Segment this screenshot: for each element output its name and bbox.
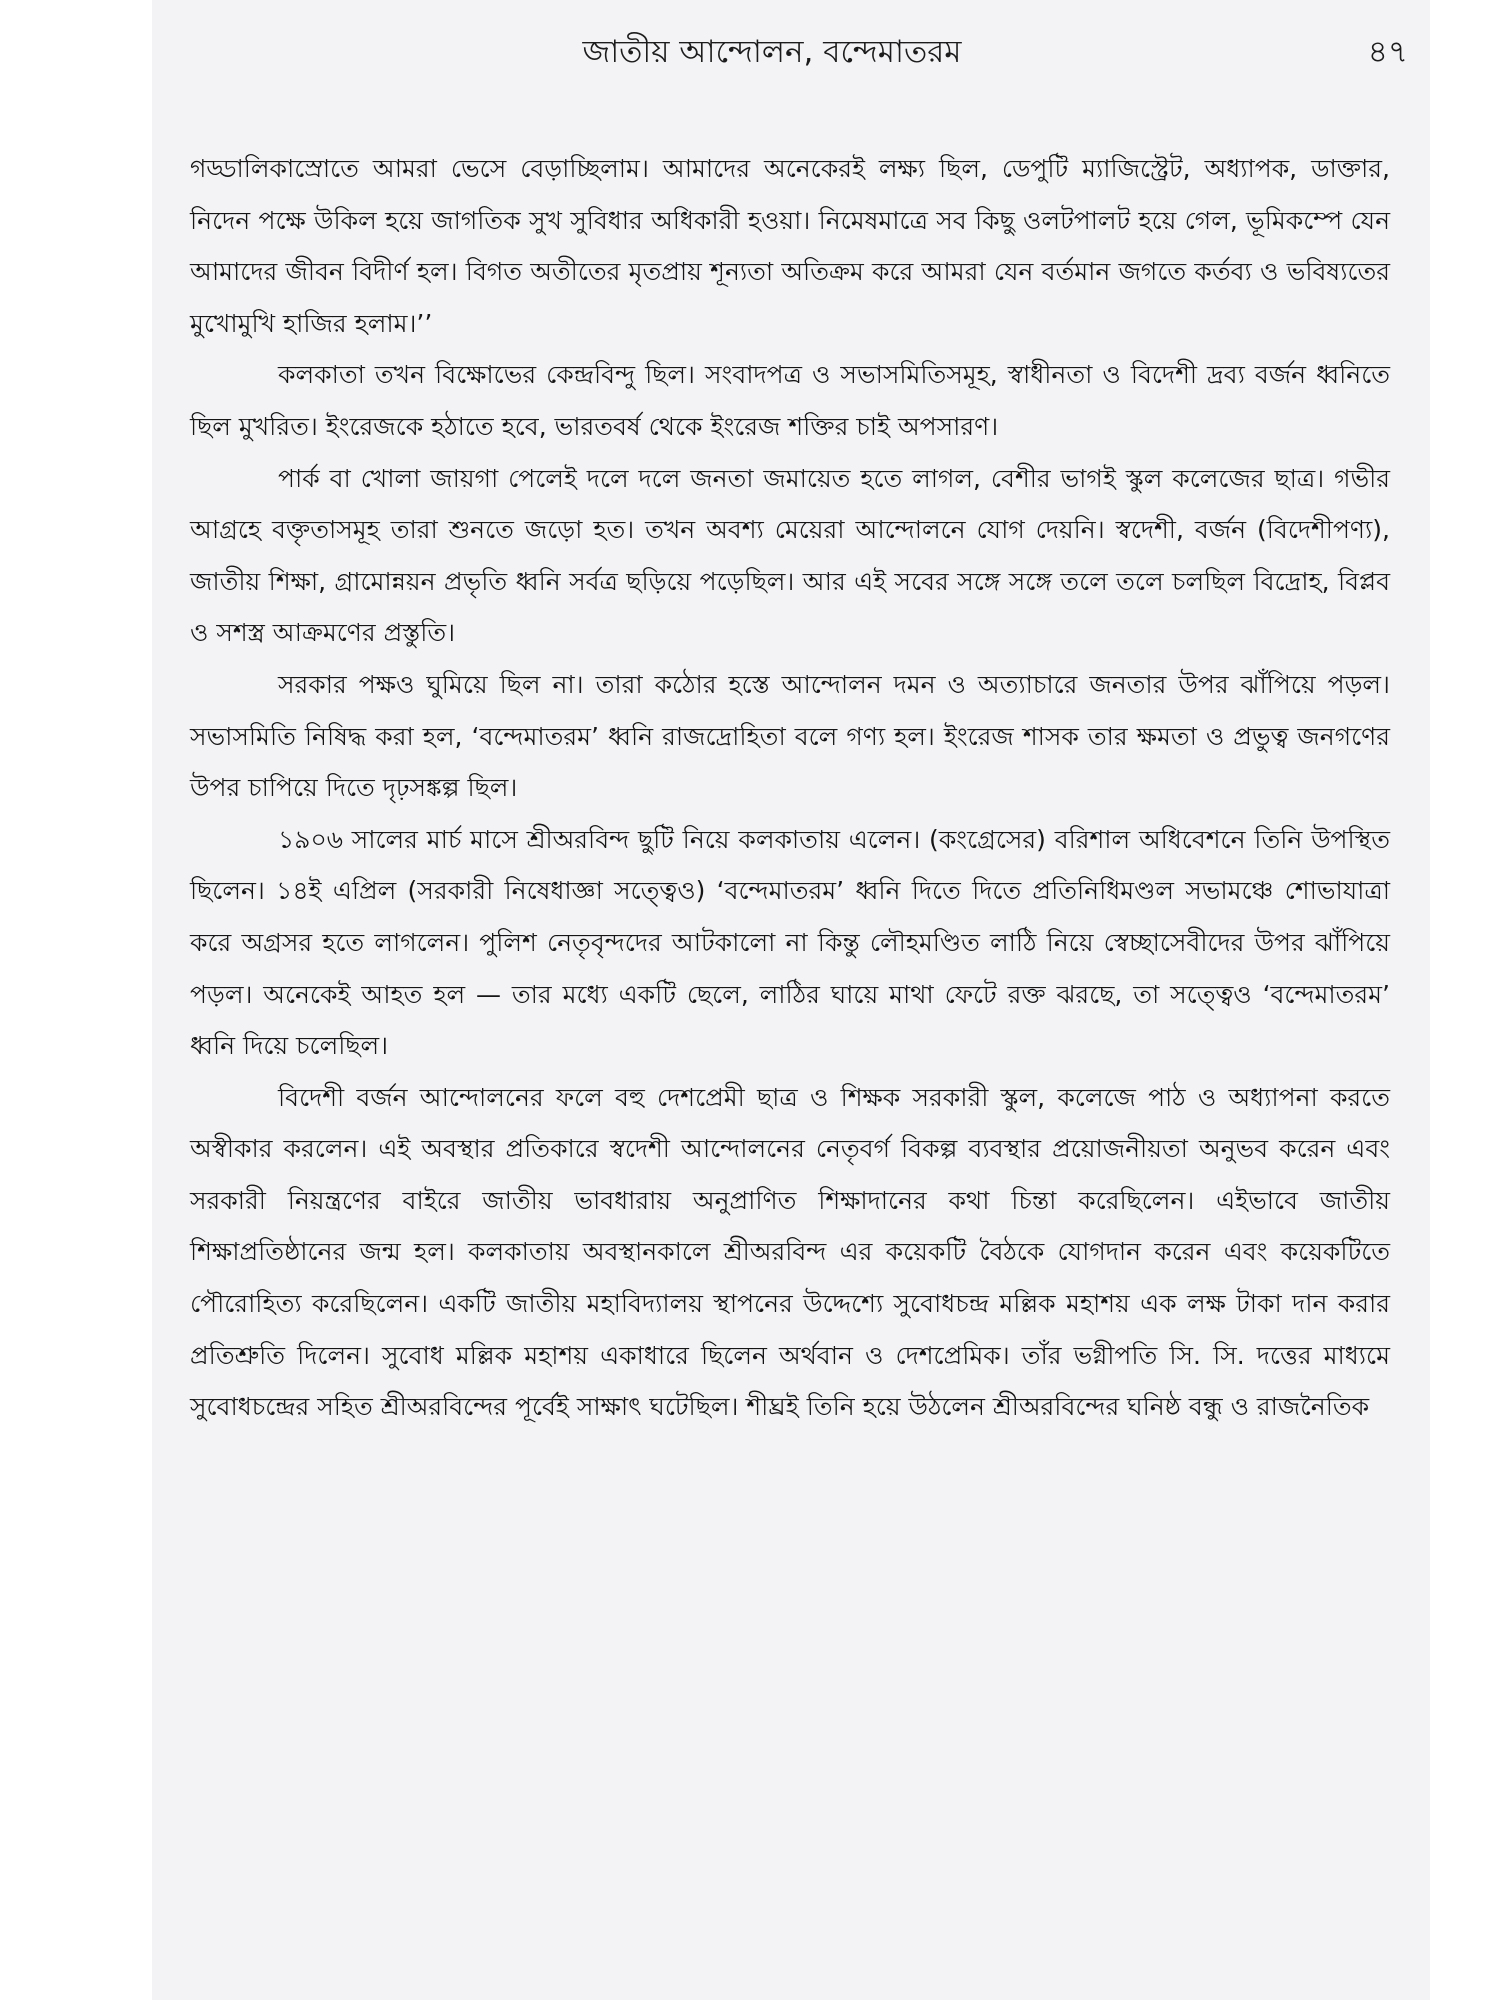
body-text (190, 143, 1390, 1433)
paragraph-4: সরকার পক্ষও ঘুমিয়ে ছিল না। তারা কঠোর হস্তে আন্দোলন দমন ও অত্যাচারে জনতার উপর ঝাঁপিয়ে পড়ল। সভাসমিতি নিষিদ্ধ করা হল, ‘বন্দেমাতরম’ ধ্বনি রাজদ্রোহিতা বলে গণ্য হল। ইংরেজ শাসক তার ক্ষমতা ও প্রভুত্ব জনগণের উপর চাপিয়ে দিতে দৃঢ়সঙ্কল্প ছিল। (190, 669, 1390, 803)
running-title: জাতীয় আন্দোলন, বন্দেমাতরম (582, 34, 962, 70)
book-page (152, 0, 1430, 2000)
paragraph-1: গড্ডালিকাস্রোতে আমরা ভেসে বেড়াচ্ছিলাম। আমাদের অনেকেরই লক্ষ্য ছিল, ডেপুটি ম্যাজিস্ট্রেট, অধ্যাপক, ডাক্তার, নিদেন পক্ষে উকিল হয়ে জাগতিক সুখ সুবিধার অধিকারী হওয়া। নিমেষমাত্রে সব কিছু ওলটপালট হয়ে গেল, ভূমিকম্পে যেন আমাদের জীবন বিদীর্ণ হল। বিগত অতীতের মৃতপ্রায় শূন্যতা অতিক্রম করে আমরা যেন বর্তমান জগতে কর্তব্য ও ভবিষ্যতের মুখোমুখি হাজির হলাম।’’ (190, 154, 1390, 338)
paragraph-2: কলকাতা তখন বিক্ষোভের কেন্দ্রবিন্দু ছিল। সংবাদপত্র ও সভাসমিতিসমূহ, স্বাধীনতা ও বিদেশী দ্রব্য বর্জন ধ্বনিতে ছিল মুখরিত। ইংরেজকে হঠাতে হবে, ভারতবর্ষ থেকে ইংরেজ শক্তির চাই অপসারণ। (190, 360, 1390, 441)
paragraph-6: বিদেশী বর্জন আন্দোলনের ফলে বহু দেশপ্রেমী ছাত্র ও শিক্ষক সরকারী স্কুল, কলেজে পাঠ ও অধ্যাপনা করতে অস্বীকার করলেন। এই অবস্থার প্রতিকারে স্বদেশী আন্দোলনের নেতৃবর্গ বিকল্প ব্যবস্থার প্রয়োজনীয়তা অনুভব করেন এবং সরকারী নিয়ন্ত্রণের বাইরে জাতীয় ভাবধারায় অনুপ্রাণিত শিক্ষাদানের কথা চিন্তা করেছিলেন। এইভাবে জাতীয় শিক্ষাপ্রতিষ্ঠানের জন্ম হল। কলকাতায় অবস্থানকালে শ্রীঅরবিন্দ এর কয়েকটি বৈঠকে যোগদান করেন এবং কয়েকটিতে পৌরোহিত্য করেছিলেন। একটি জাতীয় মহাবিদ্যালয় স্থাপনের উদ্দেশ্যে সুবোধচন্দ্র মল্লিক মহাশয় এক লক্ষ টাকা দান করার প্রতিশ্রুতি দিলেন। সুবোধ মল্লিক মহাশয় একাধারে ছিলেন অর্থবান ও দেশপ্রেমিক। তাঁর ভগ্নীপতি সি. সি. দত্তের মাধ্যমে সুবোধচন্দ্রের সহিত শ্রীঅরবিন্দের পূর্বেই সাক্ষাৎ ঘটেছিল। শীঘ্রই তিনি হয়ে উঠলেন শ্রীঅরবিন্দের ঘনিষ্ঠ বন্ধু ও রাজনৈতিক (190, 1082, 1390, 1422)
page-header (152, 22, 1430, 82)
paragraph-5: ১৯০৬ সালের মার্চ মাসে শ্রীঅরবিন্দ ছুটি নিয়ে কলকাতায় এলেন। (কংগ্রেসের) বরিশাল অধিবেশনে তিনি উপস্থিত ছিলেন। ১৪ই এপ্রিল (সরকারী নিষেধাজ্ঞা সত্ত্বেও) ‘বন্দেমাতরম’ ধ্বনি দিতে দিতে প্রতিনিধিমণ্ডল সভামঞ্চে শোভাযাত্রা করে অগ্রসর হতে লাগলেন। পুলিশ নেতৃবৃন্দদের আটকালো না কিন্তু লৌহমণ্ডিত লাঠি নিয়ে স্বেচ্ছাসেবীদের উপর ঝাঁপিয়ে পড়ল। অনেকেই আহত হল — তার মধ্যে একটি ছেলে, লাঠির ঘায়ে মাথা ফেটে রক্ত ঝরছে, তা সত্ত্বেও ‘বন্দেমাতরম’ ধ্বনি দিয়ে চলেছিল। (190, 824, 1390, 1061)
page-number: ৪৭ (1367, 34, 1408, 70)
paragraph-3: পার্ক বা খোলা জায়গা পেলেই দলে দলে জনতা জমায়েত হতে লাগল, বেশীর ভাগই স্কুল কলেজের ছাত্র। গভীর আগ্রহে বক্তৃতাসমূহ তারা শুনতে জড়ো হত। তখন অবশ্য মেয়েরা আন্দোলনে যোগ দেয়নি। স্বদেশী, বর্জন (বিদেশীপণ্য), জাতীয় শিক্ষা, গ্রামোন্নয়ন প্রভৃতি ধ্বনি সর্বত্র ছড়িয়ে পড়েছিল। আর এই সবের সঙ্গে সঙ্গে তলে তলে চলছিল বিদ্রোহ, বিপ্লব ও সশস্ত্র আক্রমণের প্রস্তুতি। (190, 463, 1390, 648)
